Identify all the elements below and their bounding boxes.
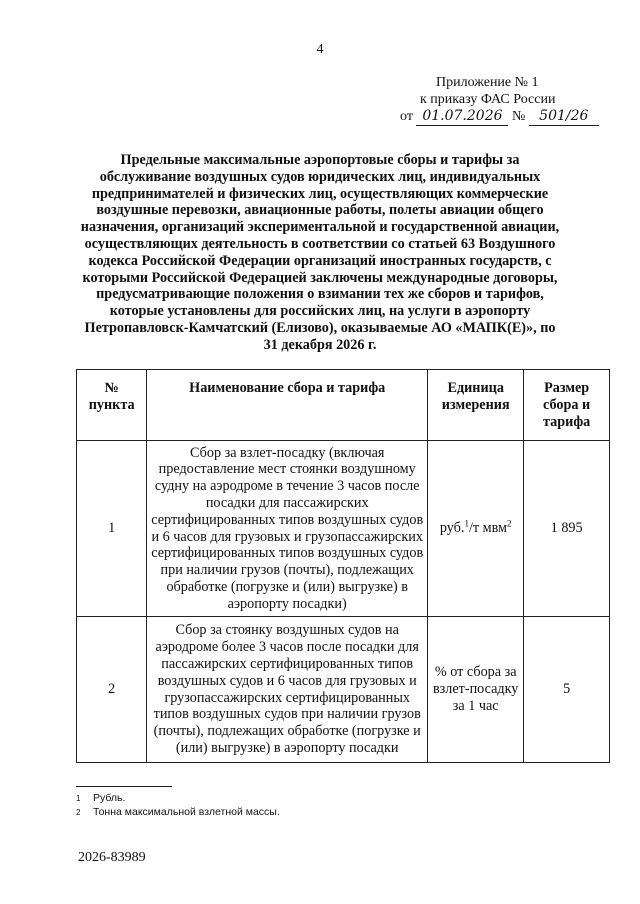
appendix-title: Приложение № 1: [436, 75, 539, 90]
row-name: Сбор за стоянку воздушных судов на аэродроме более 3 часов после посадки для пассажирских сертифицированных типов воздушных судов и 6 часов для грузовых и грузопассажирских сертифицированных типов воздушных судов при наличии грузов (почты), подлежащих обработке (погрузке и (или) выгрузке) в аэропорту посадки: [147, 617, 428, 763]
footnote-divider: [76, 786, 172, 787]
row-unit: % от сбора за взлет-посадку за 1 час: [428, 617, 524, 763]
handwritten-number: 501/26: [529, 108, 599, 126]
appendix-date-line: [400, 108, 589, 126]
footnote-text: Тонна максимальной взлетной массы.: [93, 806, 280, 818]
row-size: 5: [524, 617, 610, 763]
row-size: 1 895: [524, 441, 610, 617]
header-name: Наименование сбора и тарифа: [147, 370, 428, 441]
number-label: №: [511, 109, 526, 124]
handwritten-date: 01.07.2026: [416, 108, 508, 126]
appendix-order-ref: к приказу ФАС России: [420, 92, 556, 107]
footnote-text: Рубль.: [93, 792, 126, 804]
fees-table: [76, 369, 610, 763]
table-header-row: [77, 370, 610, 441]
from-label: от: [400, 109, 413, 124]
footnote: [76, 792, 125, 805]
footnote-mark: 2: [76, 808, 81, 817]
header-size: Размер сбора и тарифа: [524, 370, 610, 441]
document-number: 2026-83989: [78, 850, 146, 865]
header-unit: Единица измерения: [428, 370, 524, 441]
appendix-header: [400, 74, 589, 126]
row-unit: руб.$^1$/т мвм$^2$: [428, 441, 524, 617]
table-row: [77, 617, 610, 763]
table-row: [77, 441, 610, 617]
page-number: 4: [316, 42, 324, 57]
row-num: 1: [77, 441, 147, 617]
row-name: Сбор за взлет-посадку (включая предоставление мест стоянки воздушному судну на аэродроме в течение 3 часов после посадки для пассажирских сертифицированных типов воздушных судов и 6 часов для грузовых и грузопассажирских сертифицированных типов воздушных судов при наличии грузов (почты), подлежащих обработке (погрузке и (или) выгрузке) в аэропорту посадки): [147, 441, 428, 617]
footnote: [76, 806, 280, 819]
row-num: 2: [77, 617, 147, 763]
document-title: Предельные максимальные аэропортовые сборы и тарифы за обслуживание воздушных судов юридических лиц, индивидуальных предпринимателей и физических лиц, осуществляющих коммерческие воздушные перевозки, авиационные работы, полеты авиации общего назначения, организаций экспериментальной и государственной авиации, осуществляющих деятельность в соответствии со статьей 63 Воздушного кодекса Российской Федерации организаций иностранных государств, с которыми Российской Федерацией заключены международные договоры, предусматривающие положения о взимании тех же сборов и тарифов, которые установлены для российских лиц, на услуги в аэропорту Петропавловск-Камчатский (Елизово), оказываемые АО «МАПК(Е)», по 31 декабря 2026 г.: [80, 152, 560, 353]
header-num: № пункта: [77, 370, 147, 441]
footnote-mark: 1: [76, 794, 81, 803]
